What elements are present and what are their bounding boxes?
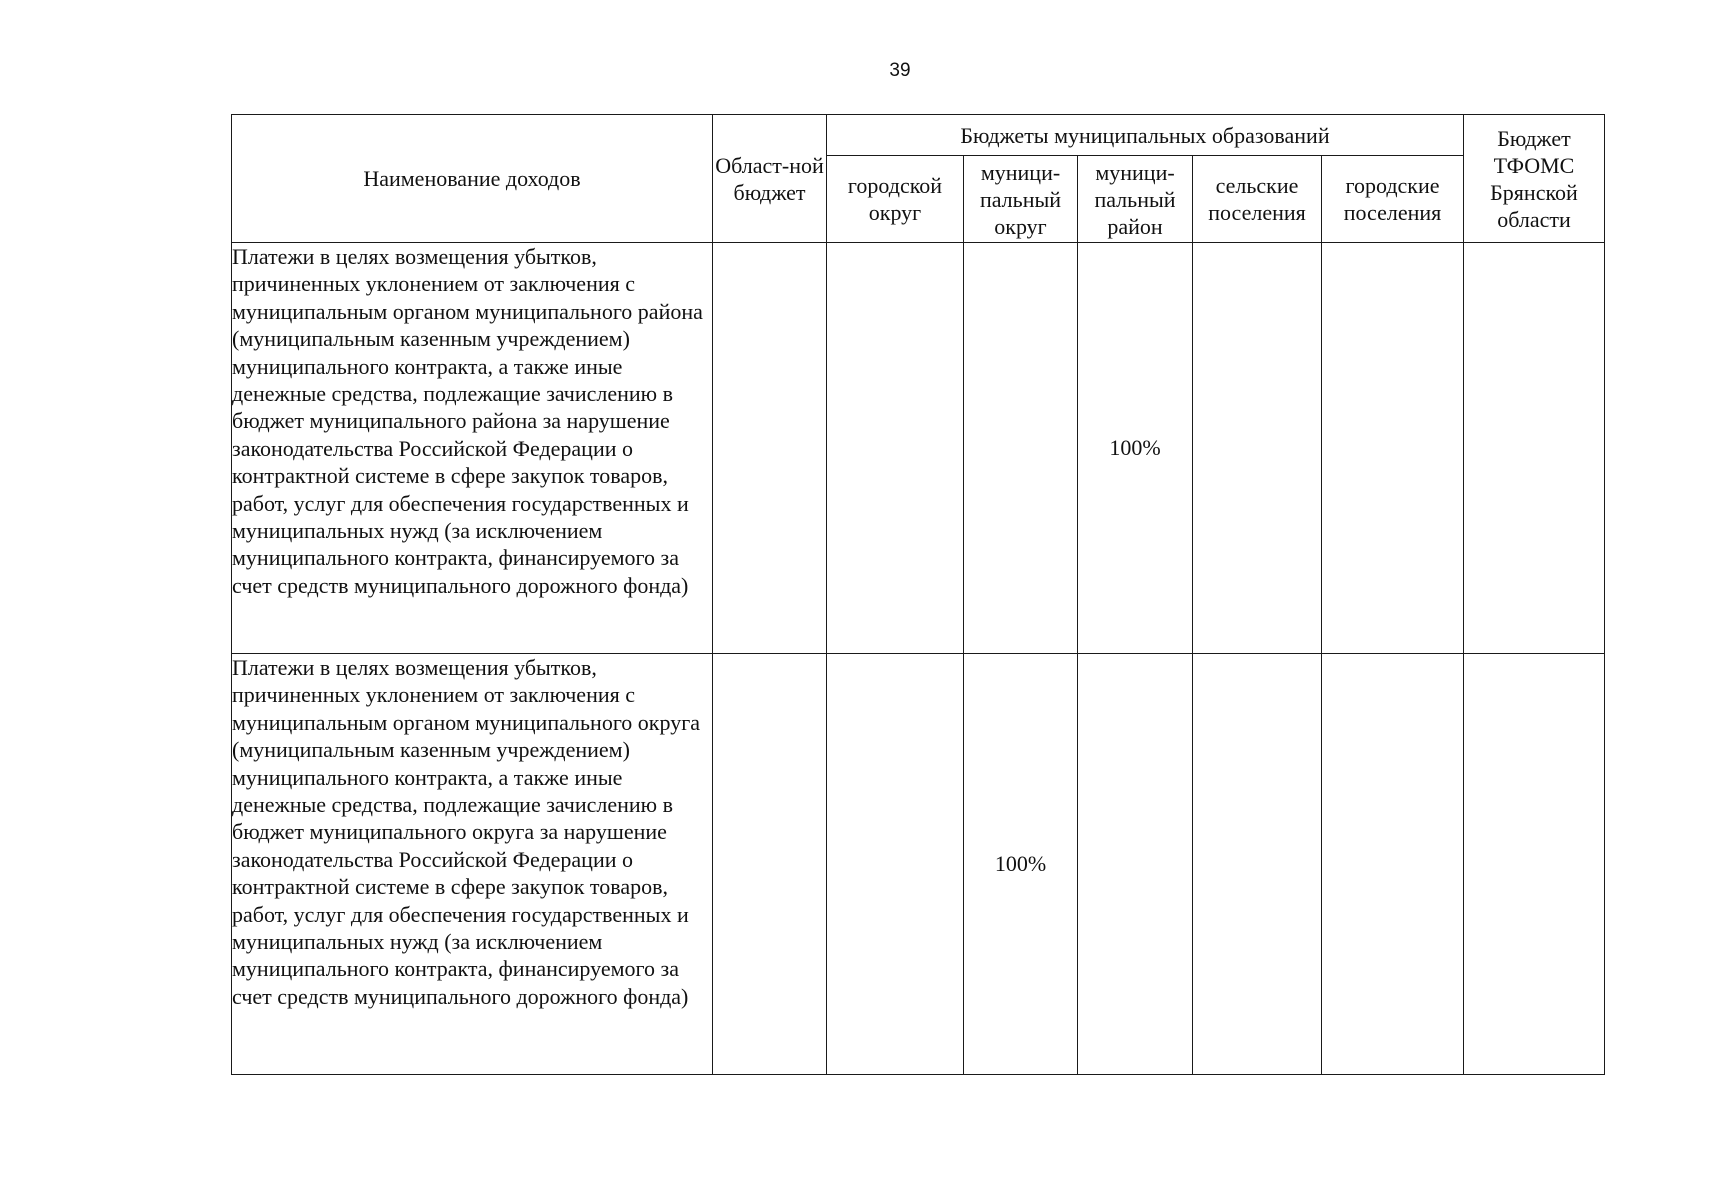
city-district-cell (827, 243, 964, 654)
header-municipal-okrug: муници-пальный округ (964, 156, 1078, 243)
revenue-name-cell: Платежи в целях возмещения убытков, причиненных уклонением от заключения с муниципальным органом муниципального района (муниципальным казенным учреждением) муниципального контракта, а также иные денежные средства, подлежащие зачислению в бюджет муниципального района за нарушение законодательства Российской Федерации о контрактной системе в сфере закупок товаров, работ, услуг для обеспечения государственных и муниципальных нужд (за исключением муниципального контракта, финансируемого за счет средств муниципального дорожного фонда) (232, 243, 713, 654)
revenue-name-cell: Платежи в целях возмещения убытков, причиненных уклонением от заключения с муниципальным органом муниципального округа (муниципальным казенным учреждением) муниципального контракта, а также иные денежные средства, подлежащие зачислению в бюджет муниципального округа за нарушение законодательства Российской Федерации о контрактной системе в сфере закупок товаров, работ, услуг для обеспечения государственных и муниципальных нужд (за исключением муниципального контракта, финансируемого за счет средств муниципального дорожного фонда) (232, 654, 713, 1075)
header-city-district: городской округ (827, 156, 964, 243)
header-regional-budget: Област-ной бюджет (713, 115, 827, 243)
revenue-distribution-table (231, 114, 1605, 1075)
header-tfoms-budget: Бюджет ТФОМС Брянской области (1464, 115, 1605, 243)
table-row (232, 243, 1605, 654)
regional-budget-cell (713, 654, 827, 1075)
municipal-district-cell (1078, 654, 1193, 1075)
municipal-okrug-cell (964, 243, 1078, 654)
urban-settlements-cell (1322, 654, 1464, 1075)
header-municipal-district: муници-пальный район (1078, 156, 1193, 243)
rural-settlements-cell (1193, 654, 1322, 1075)
page-number: 39 (889, 60, 911, 81)
municipal-okrug-cell: 100% (964, 654, 1078, 1075)
tfoms-budget-cell (1464, 243, 1605, 654)
header-urban-settlements: городские поселения (1322, 156, 1464, 243)
rural-settlements-cell (1193, 243, 1322, 654)
header-row-top (232, 115, 1605, 156)
urban-settlements-cell (1322, 243, 1464, 654)
header-rural-settlements: сельские поселения (1193, 156, 1322, 243)
header-municipal-budgets: Бюджеты муниципальных образований (827, 115, 1464, 156)
table-row (232, 654, 1605, 1075)
regional-budget-cell (713, 243, 827, 654)
tfoms-budget-cell (1464, 654, 1605, 1075)
city-district-cell (827, 654, 964, 1075)
header-revenue-name: Наименование доходов (232, 115, 713, 243)
municipal-district-cell: 100% (1078, 243, 1193, 654)
